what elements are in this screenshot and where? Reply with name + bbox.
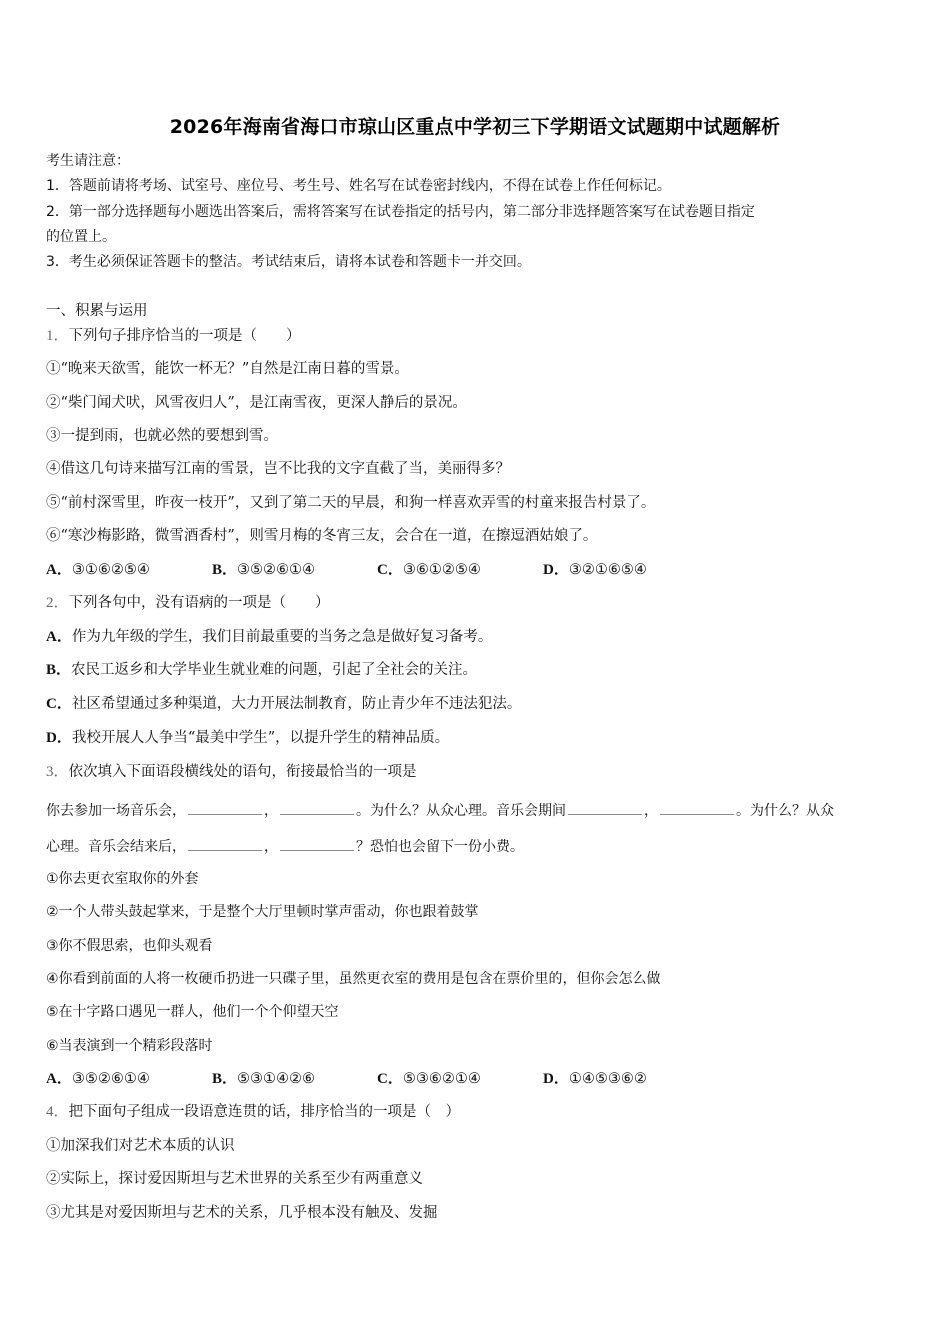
q1-item: ②“柴门闻犬吠，风雪夜归人”，是江南雪夜，更深人静后的景况。 (46, 395, 467, 411)
option-d[interactable]: D．③②①⑥⑤④ (543, 562, 647, 578)
q1-item: ⑤“前村深雪里，昨夜一枝开”，又到了第二天的早晨，和狗一样喜欢弄雪的村童来报告村景了。 (46, 495, 656, 511)
fill-blank[interactable] (660, 800, 734, 815)
option-d[interactable]: D．我校开展人人争当“最美中学生”，以提升学生的精神品质。 (46, 730, 450, 746)
page-title: 2026年海南省海口市琼山区重点中学初三下学期语文试题期中试题解析 (169, 116, 781, 138)
fill-blank[interactable] (280, 836, 354, 851)
option-c[interactable]: C．社区希望通过多种渠道，大力开展法制教育，防止青少年不违法犯法。 (46, 696, 522, 712)
fill-blank[interactable] (568, 800, 642, 815)
q3-item: ②一个人带头鼓起掌来，于是整个大厅里顿时掌声雷动，你也跟着鼓掌 (46, 904, 479, 920)
question-number: 3． (46, 764, 69, 780)
question-text: 把下面句子组成一段语意连贯的话，排序恰当的一项是（ ） (68, 1104, 461, 1120)
notice-item: 2．第一部分选择题每小题选出答案后，需将答案写在试卷指定的括号内，第二部分非选择题答案写在试卷题目指定 (46, 204, 755, 220)
question-text: 依次填入下面语段横线处的语句，衔接最恰当的一项是 (68, 764, 417, 780)
q1-item: ⑥“寒沙梅影路，微雪酒香村”，则雪月梅的冬宵三友，会合在一道，在擦逗酒姑娘了。 (46, 528, 598, 544)
question-number: 4． (46, 1104, 69, 1120)
notice-item: 的位置上。 (46, 229, 116, 245)
notice-item: 3．考生必须保证答题卡的整洁。考试结束后，请将本试卷和答题卡一并交回。 (46, 254, 531, 270)
option-b[interactable]: B．③⑤②⑥①④ (212, 562, 316, 578)
passage-line: 你去参加一场音乐会， ， 。为什么？从众心理。音乐会期间 ， 。为什么？从众 (46, 800, 834, 820)
option-c[interactable]: C．③⑥①②⑤④ (377, 562, 481, 578)
notice-item: 1．答题前请将考场、试室号、座位号、考生号、姓名写在试卷密封线内，不得在试卷上作任何标记。 (46, 178, 671, 194)
q3-item: ④你看到前面的人将一枚硬币扔进一只碟子里，虽然更衣室的费用是包含在票价里的，但你会怎么做 (46, 971, 661, 987)
option-a[interactable]: A．③⑤②⑥①④ (46, 1071, 150, 1087)
fill-blank[interactable] (280, 800, 354, 815)
option-b[interactable]: B．农民工返乡和大学毕业生就业难的问题，引起了全社会的关注。 (46, 662, 478, 678)
question-4-stem (46, 1103, 460, 1121)
question-number: 2． (46, 595, 69, 611)
question-1-stem (46, 327, 301, 345)
q1-item: ③一提到雨，也就必然的要想到雪。 (46, 428, 278, 444)
q3-item: ①你去更衣室取你的外套 (46, 871, 199, 887)
option-d[interactable]: D．①④⑤③⑥② (543, 1071, 647, 1087)
option-a[interactable]: A．作为九年级的学生，我们目前最重要的当务之急是做好复习备考。 (46, 629, 493, 645)
fill-blank[interactable] (188, 836, 262, 851)
notice-heading: 考生请注意： (46, 153, 130, 169)
section-heading: 一、积累与运用 (46, 303, 148, 319)
option-c[interactable]: C．⑤③⑥②①④ (377, 1071, 481, 1087)
q3-item: ③你不假思索，也仰头观看 (46, 938, 213, 954)
q3-item: ⑤在十字路口遇见一群人，他们一个个仰望天空 (46, 1004, 339, 1020)
fill-blank[interactable] (188, 800, 262, 815)
option-a[interactable]: A．③①⑥②⑤④ (46, 562, 150, 578)
q3-item: ⑥当表演到一个精彩段落时 (46, 1038, 213, 1054)
question-number: 1． (46, 328, 69, 344)
q1-item: ④借这几句诗来描写江南的雪景，岂不比我的文字直截了当，美丽得多？ (46, 461, 510, 477)
question-text: 下列句子排序恰当的一项是（ ） (68, 328, 301, 344)
question-3-stem (46, 763, 417, 781)
question-text: 下列各句中，没有语病的一项是（ ） (68, 595, 330, 611)
q4-item: ①加深我们对艺术本质的认识 (46, 1138, 235, 1154)
q4-item: ③尤其是对爱因斯坦与艺术的关系，几乎根本没有触及、发掘 (46, 1205, 438, 1221)
q4-item: ②实际上，探讨爱因斯坦与艺术世界的关系至少有两重意义 (46, 1171, 423, 1187)
question-2-stem (46, 594, 330, 612)
q1-item: ①“晚来天欲雪，能饮一杯无？”自然是江南日暮的雪景。 (46, 361, 409, 377)
passage-line: 心理。音乐会结来后， ， ？恐怕也会留下一份小费。 (46, 836, 524, 856)
option-b[interactable]: B．⑤③①④②⑥ (212, 1071, 316, 1087)
